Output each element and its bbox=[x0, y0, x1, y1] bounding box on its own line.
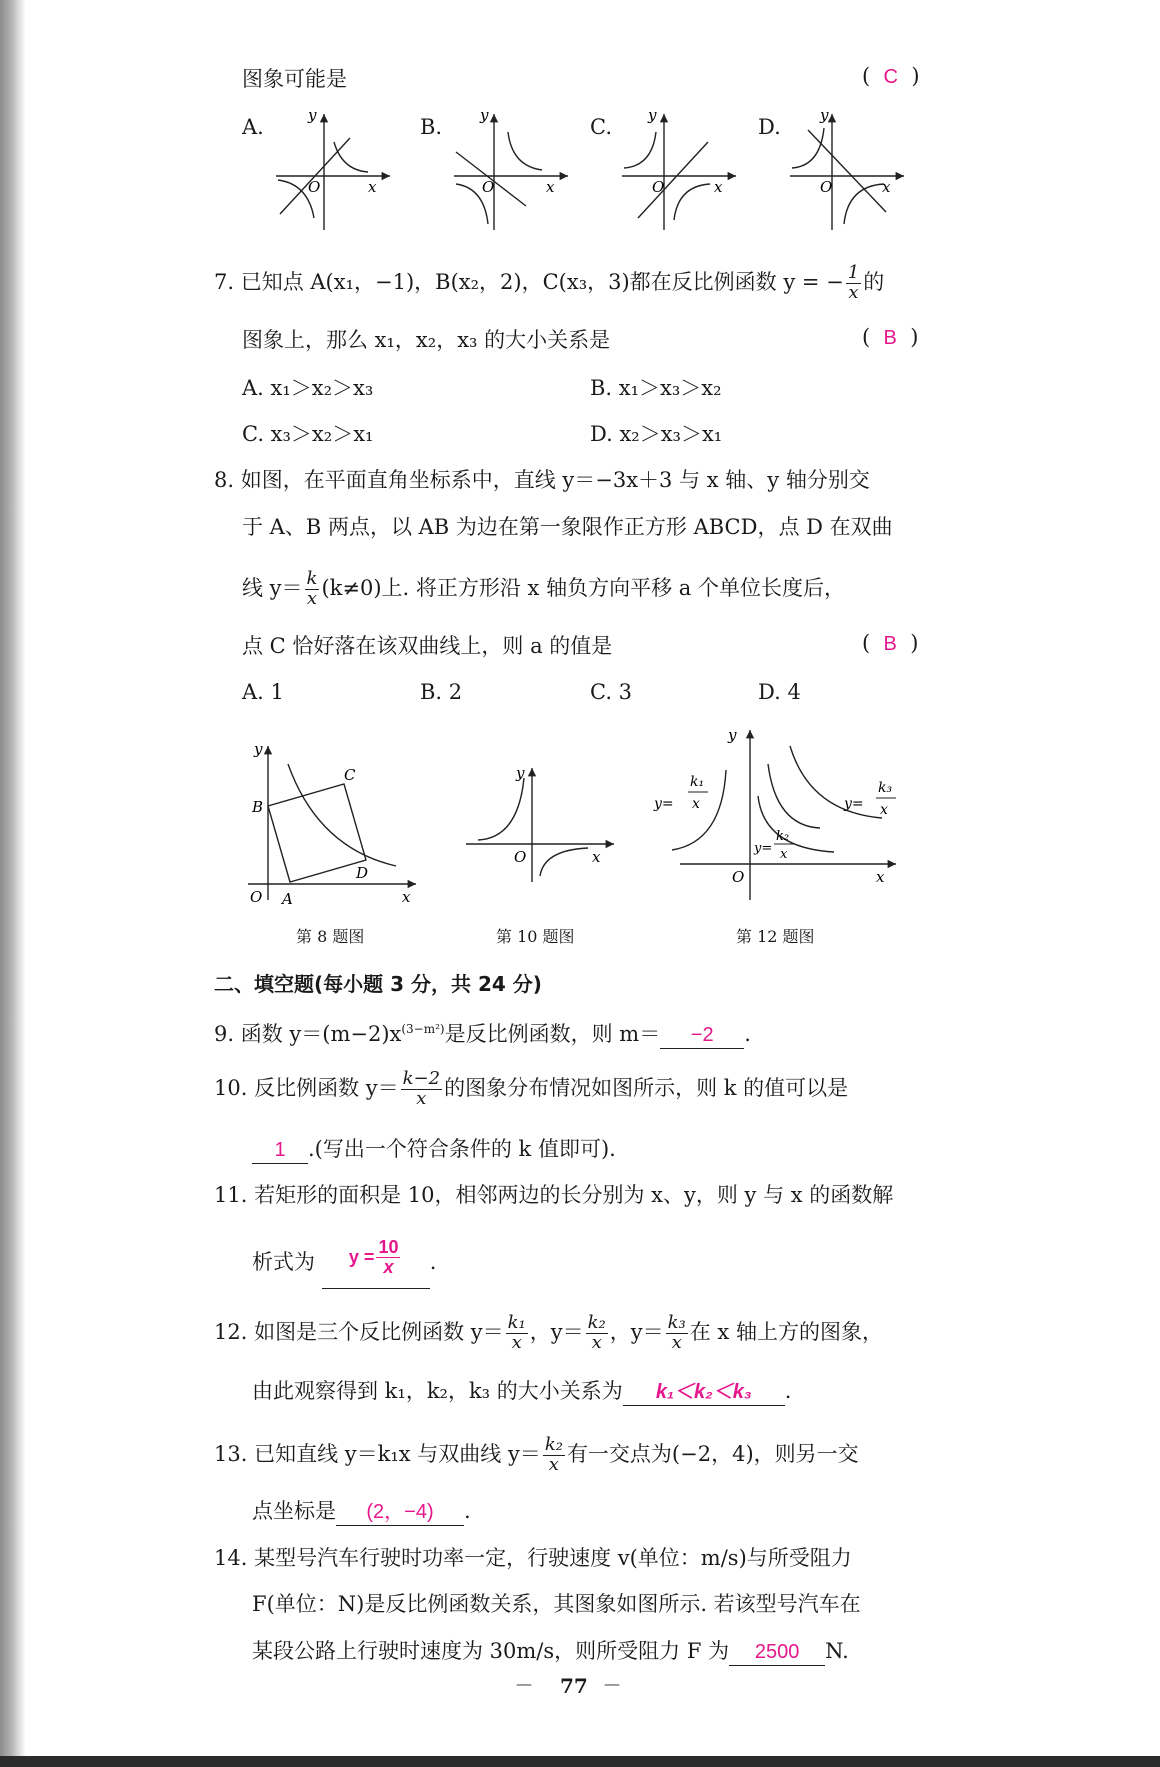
q10-post: 的图象分布情况如图所示，则 k 的值可以是 bbox=[444, 1075, 849, 1100]
fig12-k3-den: x bbox=[880, 802, 888, 818]
q7-answer-paren: ( B ) bbox=[862, 325, 919, 349]
q7-line1 bbox=[214, 264, 884, 303]
q9-blank bbox=[660, 1021, 744, 1049]
q7-line2: 图象上，那么 x₁，x₂，x₃ 的大小关系是 bbox=[242, 328, 611, 352]
q8-option-b: B. 2 bbox=[420, 680, 463, 704]
q8-line4: 点 C 恰好落在该双曲线上，则 a 的值是 bbox=[242, 634, 613, 658]
figure-10 bbox=[460, 764, 620, 884]
q12-frac1 bbox=[506, 1314, 528, 1353]
q7-fraction bbox=[846, 264, 861, 303]
q14-line1: 14. 某型号汽车行驶时功率一定，行驶速度 v(单位：m/s)与所受阻力 bbox=[214, 1546, 852, 1570]
q7-option-b: B. x₁＞x₃＞x₂ bbox=[590, 376, 722, 400]
q7-option-d: D. x₂＞x₃＞x₁ bbox=[590, 422, 723, 446]
q9-pre: 9. 函数 y＝(m−2)x bbox=[214, 1022, 402, 1046]
q12-end: . bbox=[784, 1379, 792, 1403]
q10-answer: 1 bbox=[274, 1139, 286, 1161]
q9-end: . bbox=[744, 1022, 751, 1046]
q6-c-origin-label: O bbox=[652, 178, 665, 196]
fig8-caption: 第 8 题图 bbox=[296, 927, 365, 946]
figure-8 bbox=[240, 740, 420, 910]
q6-c-x-label: x bbox=[714, 178, 723, 196]
q10-pre: 10. 反比例函数 y＝ bbox=[214, 1075, 399, 1100]
fig12-origin-label: O bbox=[732, 868, 745, 886]
q6-option-d-label: D. bbox=[758, 115, 781, 139]
q13-blank bbox=[336, 1498, 464, 1526]
q12-f3-num: k₃ bbox=[667, 1312, 686, 1333]
q12-frac2 bbox=[586, 1314, 608, 1353]
fig12-x-label: x bbox=[876, 868, 885, 886]
q13-answer: (2，−4) bbox=[366, 1501, 434, 1523]
q13-pre: 13. 已知直线 y＝k₁x 与双曲线 y＝ bbox=[214, 1441, 541, 1466]
q8-answer: B bbox=[883, 633, 897, 655]
q11-answer-fraction bbox=[376, 1238, 400, 1277]
q8-option-a: A. 1 bbox=[242, 680, 284, 704]
q11-answer-num: 10 bbox=[378, 1237, 399, 1257]
q6-b-y-label: y bbox=[480, 108, 489, 124]
fig8-point-a: A bbox=[282, 890, 293, 908]
q6-graph-a bbox=[272, 108, 396, 232]
q8-frac-num: k bbox=[306, 568, 318, 589]
figure-12 bbox=[650, 724, 900, 902]
q12-sep2: ，y＝ bbox=[609, 1319, 664, 1344]
q6-a-x-label: x bbox=[368, 178, 377, 196]
q6-a-y-label: y bbox=[308, 108, 317, 124]
fig10-origin-label: O bbox=[514, 848, 527, 866]
q10-line2 bbox=[252, 1134, 616, 1164]
q11-line2-pre: 析式为 bbox=[252, 1250, 315, 1274]
q14-unit: N. bbox=[825, 1639, 849, 1663]
q8-option-c: C. 3 bbox=[590, 680, 633, 704]
q7-line1-tail: 的 bbox=[863, 269, 885, 294]
fig8-origin-label: O bbox=[250, 888, 263, 906]
q8-line1: 8. 如图，在平面直角坐标系中，直线 y＝−3x＋3 与 x 轴、y 轴分别交 bbox=[214, 468, 870, 492]
q8-answer-paren: ( B ) bbox=[862, 631, 919, 655]
q8-fraction bbox=[305, 570, 320, 609]
q11-line1: 11. 若矩形的面积是 10，相邻两边的长分别为 x、y，则 y 与 x 的函数解 bbox=[214, 1183, 894, 1207]
q10-line2-text: .(写出一个符合条件的 k 值即可). bbox=[308, 1137, 616, 1161]
q6-d-origin-label: O bbox=[820, 178, 833, 196]
q9-line bbox=[214, 1014, 751, 1049]
fig12-k3-num: k₃ bbox=[878, 780, 893, 796]
q12-line2-pre: 由此观察得到 k₁，k₂，k₃ 的大小关系为 bbox=[252, 1379, 623, 1403]
q13-post: 有一交点为(−2，4)，则另一交 bbox=[566, 1441, 859, 1466]
q11-end: . bbox=[429, 1250, 437, 1274]
q13-fraction bbox=[543, 1436, 565, 1475]
page-number: 77 bbox=[560, 1674, 588, 1698]
q10-frac-den: x bbox=[416, 1087, 427, 1109]
q6-b-x-label: x bbox=[546, 178, 555, 196]
section2-title: 二、填空题(每小题 3 分，共 24 分) bbox=[214, 972, 542, 996]
q12-f3-den: x bbox=[671, 1331, 682, 1353]
q6-graph-c bbox=[618, 108, 742, 232]
q7-option-c: C. x₃＞x₂＞x₁ bbox=[242, 422, 374, 446]
q11-answer-den: x bbox=[383, 1256, 394, 1277]
q12-f2-num: k₂ bbox=[587, 1312, 606, 1333]
q9-post: 是反比例函数，则 m＝ bbox=[444, 1022, 661, 1046]
q6-graph-d bbox=[786, 108, 910, 232]
q11-answer-prefix: y = bbox=[348, 1246, 375, 1267]
q6-answer-paren: ( C ) bbox=[862, 64, 920, 88]
q9-answer: −2 bbox=[690, 1024, 714, 1046]
fig12-k1-den: x bbox=[692, 796, 700, 812]
q6-option-a-label: A. bbox=[242, 115, 264, 139]
q14-line2: F(单位：N)是反比例函数关系，其图象如图所示. 若该型号汽车在 bbox=[252, 1592, 861, 1616]
q12-answer: k₁＜k₂＜k₃ bbox=[655, 1381, 752, 1403]
fig12-k1-num: k₁ bbox=[690, 774, 705, 790]
q13-frac-den: x bbox=[548, 1453, 559, 1475]
fig10-caption: 第 10 题图 bbox=[496, 927, 575, 946]
fig8-point-d: D bbox=[356, 864, 369, 882]
q6-option-b-label: B. bbox=[420, 115, 443, 139]
q12-line2 bbox=[252, 1376, 791, 1406]
fig12-k3-yeq: y= bbox=[844, 796, 864, 812]
fig12-k2-den: x bbox=[780, 847, 788, 862]
q14-blank bbox=[729, 1638, 825, 1666]
q12-f1-den: x bbox=[511, 1331, 522, 1353]
q10-fraction bbox=[401, 1070, 442, 1109]
q13-frac-num: k₂ bbox=[544, 1434, 563, 1455]
fig12-k2-yeq: y= bbox=[754, 841, 773, 856]
q8-option-d: D. 4 bbox=[758, 680, 801, 704]
q7-answer: B bbox=[883, 327, 897, 349]
q6-stem-tail: 图象可能是 bbox=[242, 67, 347, 91]
q6-d-y-label: y bbox=[820, 108, 829, 124]
q10-blank bbox=[252, 1136, 308, 1164]
q10-frac-num: k−2 bbox=[402, 1068, 441, 1089]
q14-line3-pre: 某段公路上行驶时速度为 30m/s，则所受阻力 F 为 bbox=[252, 1639, 730, 1663]
q12-f2-den: x bbox=[591, 1331, 602, 1353]
page-dash-right: — bbox=[604, 1674, 620, 1693]
q7-option-a: A. x₁＞x₂＞x₃ bbox=[242, 376, 374, 400]
q12-sep1: ，y＝ bbox=[529, 1319, 584, 1344]
q6-a-origin-label: O bbox=[308, 178, 321, 196]
q6-c-y-label: y bbox=[648, 108, 657, 124]
q8-frac-den: x bbox=[306, 587, 318, 609]
q14-answer: 2500 bbox=[754, 1641, 800, 1663]
fig12-caption: 第 12 题图 bbox=[736, 927, 815, 946]
q12-frac3 bbox=[666, 1314, 688, 1353]
page-dash-left: — bbox=[516, 1674, 532, 1693]
q6-graph-b bbox=[450, 108, 574, 232]
q11-line2 bbox=[252, 1238, 436, 1289]
q6-b-origin-label: O bbox=[482, 178, 495, 196]
fig12-y-label: y bbox=[728, 726, 737, 744]
q8-line3-pre: 线 y＝ bbox=[242, 575, 303, 600]
fig8-y-label: y bbox=[254, 740, 263, 758]
q12-post: 在 x 轴上方的图象， bbox=[689, 1319, 883, 1344]
q6-option-c-label: C. bbox=[590, 115, 612, 139]
q12-f1-num: k₁ bbox=[507, 1312, 526, 1333]
fig12-k2-num: k₂ bbox=[776, 829, 790, 844]
fig8-point-b: B bbox=[252, 798, 264, 816]
q13-line1 bbox=[214, 1436, 859, 1475]
fig10-x-label: x bbox=[592, 848, 601, 866]
q13-end: . bbox=[464, 1499, 471, 1523]
q12-line1 bbox=[214, 1314, 883, 1353]
q9-exponent: (3−m²) bbox=[401, 1022, 445, 1036]
q12-pre: 12. 如图是三个反比例函数 y＝ bbox=[214, 1319, 504, 1344]
q7-line1-text: 7. 已知点 A(x₁，−1)，B(x₂，2)，C(x₃，3)都在反比例函数 y = − bbox=[214, 269, 844, 294]
bottom-bar bbox=[0, 1756, 1160, 1767]
q13-line2-pre: 点坐标是 bbox=[252, 1499, 336, 1523]
q6-d-x-label: x bbox=[882, 178, 891, 196]
q8-line2: 于 A、B 两点，以 AB 为边在第一象限作正方形 ABCD，点 D 在双曲 bbox=[242, 515, 893, 539]
q14-line3 bbox=[252, 1636, 849, 1666]
q12-blank bbox=[623, 1378, 785, 1406]
q13-line2 bbox=[252, 1496, 471, 1526]
fig10-y-label: y bbox=[516, 764, 525, 782]
q11-blank bbox=[322, 1238, 430, 1289]
q8-line3 bbox=[242, 570, 845, 609]
q8-line3-post: (k≠0)上. 将正方形沿 x 轴负方向平移 a 个单位长度后， bbox=[321, 575, 845, 600]
page-edge-shadow bbox=[0, 0, 26, 1767]
q7-frac-num: 1 bbox=[847, 262, 860, 283]
fig12-k1-yeq: y= bbox=[654, 796, 674, 812]
q6-answer: C bbox=[883, 66, 898, 88]
fig8-point-c: C bbox=[344, 766, 356, 784]
fig8-x-label: x bbox=[402, 888, 411, 906]
q7-frac-den: x bbox=[848, 281, 859, 303]
q10-line1 bbox=[214, 1070, 848, 1109]
